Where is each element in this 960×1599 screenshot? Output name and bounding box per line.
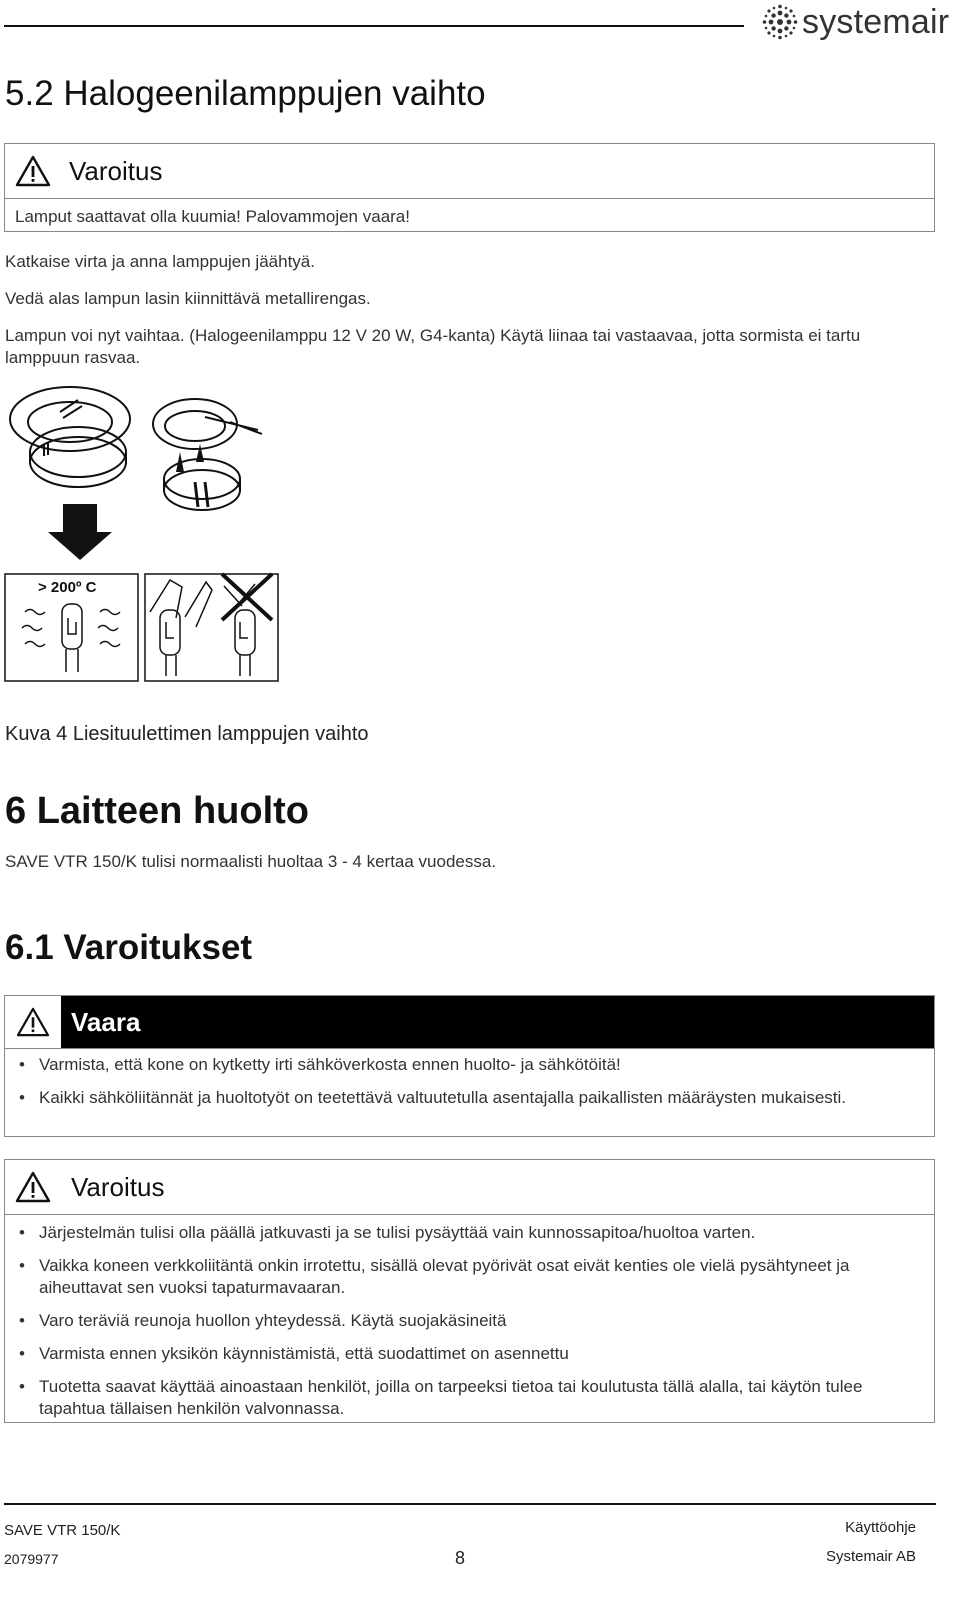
section-52-title: 5.2 Halogeenilamppujen vaihto [5,74,486,113]
forbidden-cross-icon [222,574,272,620]
brand-name: systemair [802,2,950,41]
systemair-logo-icon [762,4,798,40]
section-61-title: 6.1 Varoitukset [5,928,253,967]
list-item: • Varmista ennen yksikön käynnistämistä, että suodattimet on asennettu [15,1343,924,1365]
footer-rule [4,1503,936,1505]
brand-logo [762,2,949,42]
list-item: • Varo teräviä reunoja huollon yhteydessä. Käytä suojakäsineitä [15,1310,924,1332]
warning-list-container [5,1215,934,1439]
footer-doc-type: Käyttöohje [845,1519,916,1536]
footer-product: SAVE VTR 150/K [4,1522,121,1539]
warning-list [15,1222,924,1420]
section-6-title: 6 Laitteen huolto [5,790,309,832]
metal-ring-small [164,470,240,510]
step-3: Lampun voi nyt vaihtaa. (Halogeenilamppu 12 V 20 W, G4-kanta) Käytä liinaa tai vastaavaa, jotta sormista ei tartu lamppuun rasvaa. [5,326,861,367]
warning-title: Varoitus [69,155,163,186]
warning-box-header [5,1160,934,1215]
temperature-label: > 200º C [38,579,97,596]
list-item: • Järjestelmän tulisi olla päällä jatkuvasti ja se tulisi pysäyttää vain kunnossapitoa/huoltoa varten. [15,1222,924,1244]
list-item: • Varmista, että kone on kytketty irti sähköverkosta ennen huolto- ja sähkötöitä! [15,1054,924,1076]
step-2: Vedä alas lampun lasin kiinnittävä metallirengas. [5,289,371,308]
danger-title: Vaara [71,1006,141,1037]
warning-icon-cell [5,1160,61,1214]
step-1: Katkaise virta ja anna lamppujen jäähtyä. [5,252,315,271]
warning-box-header [5,144,934,199]
warning-box-hot-lamps [4,143,935,232]
list-item: • Vaikka koneen verkkoliitäntä onkin irrotettu, sisällä olevat pyörivät osat eivät kenties ole vielä pysähtyneet ja aiheuttavat sen vuoksi tapaturmavaaran. [15,1255,924,1299]
danger-icon-cell [5,996,61,1048]
section-6-text: SAVE VTR 150/K tulisi normaalisti huoltaa 3 - 4 kertaa vuodessa. [5,852,497,871]
danger-list [15,1054,924,1109]
footer-company: Systemair AB [825,1548,916,1565]
warning-triangle-icon [15,1171,51,1203]
figure-caption: Kuva 4 Liesituulettimen lamppujen vaihto [5,723,369,745]
down-arrow-icon [48,504,112,560]
warning-title: Varoitus [71,1171,165,1202]
warning-text: Lamput saattavat olla kuumia! Palovammojen vaara! [15,207,410,226]
warning-box-service [4,1159,935,1423]
danger-box [4,995,935,1137]
danger-triangle-icon [16,1007,50,1037]
list-item: • Tuotetta saavat käyttää ainoastaan henkilöt, joilla on tarpeeksi tietoa tai koulutusta tällä alalla, tai käytön tulee tapahtua tällaisen henkilön valvonnassa. [15,1376,924,1420]
lamp-replacement-illustration [0,382,300,687]
header-rule [4,25,744,27]
danger-list-container [5,1049,934,1128]
list-item: • Kaikki sähköliitännät ja huoltotyöt on teetettävä valtuutetulla asentajalla paikallisten määräysten mukaisesti. [15,1087,924,1109]
danger-box-header [5,996,934,1049]
warning-icon-cell [5,144,61,198]
footer-page-number: 8 [455,1548,466,1568]
footer-doc-number: 2079977 [4,1551,59,1567]
warning-triangle-icon [15,155,51,187]
